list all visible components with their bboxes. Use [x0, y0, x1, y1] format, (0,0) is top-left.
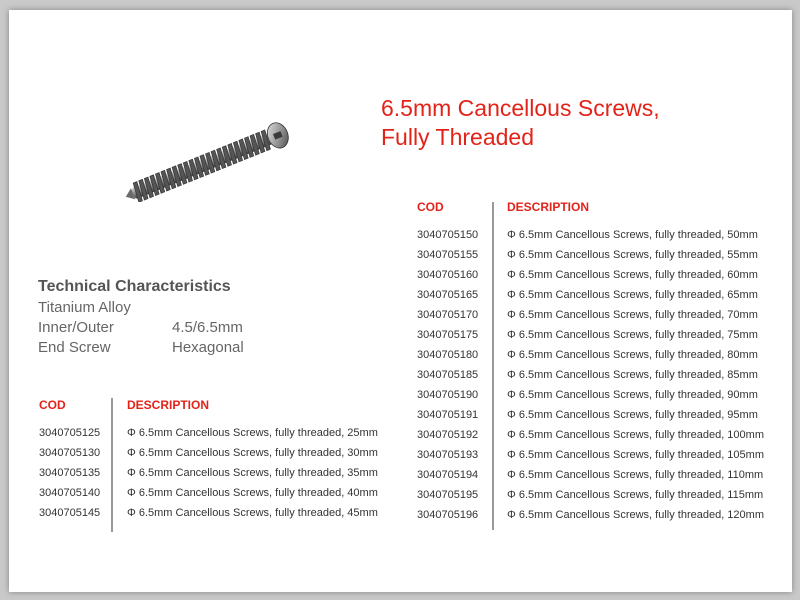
header-cod: COD [39, 398, 66, 412]
tech-key: Inner/Outer [38, 319, 114, 336]
table-row [417, 506, 797, 526]
cell-description: Φ 6.5mm Cancellous Screws, fully threaded, 105mm [507, 449, 764, 461]
cell-cod: 3040705170 [417, 309, 479, 321]
cell-description: Φ 6.5mm Cancellous Screws, fully threaded, 30mm [127, 447, 378, 459]
cell-cod: 3040705192 [417, 429, 479, 441]
cell-description: Φ 6.5mm Cancellous Screws, fully threaded, 115mm [507, 489, 764, 501]
table-row [417, 466, 797, 486]
catalog-page [9, 10, 792, 592]
table-row [417, 366, 797, 386]
cell-cod: 3040705140 [39, 487, 101, 499]
cell-description: Φ 6.5mm Cancellous Screws, fully threaded, 80mm [507, 349, 758, 361]
table-row [417, 446, 797, 466]
title-line-2: Fully Threaded [381, 124, 534, 150]
cell-description: Φ 6.5mm Cancellous Screws, fully threaded, 50mm [507, 229, 758, 241]
header-description: DESCRIPTION [127, 398, 210, 412]
table-row [417, 486, 797, 506]
product-table-small [39, 398, 419, 524]
table-row [417, 346, 797, 366]
cell-cod: 3040705130 [39, 447, 101, 459]
table-row [417, 406, 797, 426]
table-row [39, 464, 419, 484]
header-description: DESCRIPTION [507, 200, 590, 214]
table-row [417, 226, 797, 246]
technical-heading: Technical Characteristics [38, 278, 231, 295]
cell-cod: 3040705185 [417, 369, 479, 381]
cell-cod: 3040705125 [39, 427, 101, 439]
technical-characteristics [38, 278, 244, 358]
cell-cod: 3040705180 [417, 349, 479, 361]
cell-description: Φ 6.5mm Cancellous Screws, fully threaded, 75mm [507, 329, 758, 341]
table-row [417, 306, 797, 326]
cell-cod: 3040705145 [39, 507, 101, 519]
table-row [417, 266, 797, 286]
cell-description: Φ 6.5mm Cancellous Screws, fully threaded, 70mm [507, 309, 758, 321]
cell-cod: 3040705155 [417, 249, 479, 261]
cell-cod: 3040705194 [417, 469, 479, 481]
cell-cod: 3040705160 [417, 269, 479, 281]
cell-cod: 3040705195 [417, 489, 479, 501]
table-body [417, 226, 797, 526]
material-value: Titanium Alloy [38, 299, 131, 316]
cell-description: Φ 6.5mm Cancellous Screws, fully threaded, 35mm [127, 467, 378, 479]
cell-description: Φ 6.5mm Cancellous Screws, fully threaded, 90mm [507, 389, 758, 401]
tech-row-inner-outer [38, 318, 244, 338]
cell-cod: 3040705165 [417, 289, 479, 301]
table-row [417, 326, 797, 346]
cell-cod: 3040705196 [417, 509, 479, 521]
cell-cod: 3040705135 [39, 467, 101, 479]
table-row [39, 424, 419, 444]
cell-cod: 3040705193 [417, 449, 479, 461]
table-row [417, 386, 797, 406]
cell-description: Φ 6.5mm Cancellous Screws, fully threaded, 100mm [507, 429, 764, 441]
title-line-1: 6.5mm Cancellous Screws, [381, 95, 660, 121]
table-row [417, 246, 797, 266]
cell-description: Φ 6.5mm Cancellous Screws, fully threaded, 120mm [507, 509, 764, 521]
cell-description: Φ 6.5mm Cancellous Screws, fully threaded, 55mm [507, 249, 758, 261]
cell-description: Φ 6.5mm Cancellous Screws, fully threaded, 45mm [127, 507, 378, 519]
cell-description: Φ 6.5mm Cancellous Screws, fully threaded, 60mm [507, 269, 758, 281]
table-header [417, 200, 797, 220]
cell-description: Φ 6.5mm Cancellous Screws, fully threaded, 110mm [507, 469, 764, 481]
tech-value: 4.5/6.5mm [172, 319, 243, 336]
tech-key: End Screw [38, 339, 111, 356]
cell-cod: 3040705175 [417, 329, 479, 341]
cell-description: Φ 6.5mm Cancellous Screws, fully threaded, 25mm [127, 427, 378, 439]
cell-description: Φ 6.5mm Cancellous Screws, fully threaded, 95mm [507, 409, 758, 421]
cell-cod: 3040705191 [417, 409, 479, 421]
page-title [381, 94, 660, 152]
cell-cod: 3040705150 [417, 229, 479, 241]
table-row [417, 426, 797, 446]
cell-cod: 3040705190 [417, 389, 479, 401]
cell-description: Φ 6.5mm Cancellous Screws, fully threaded, 40mm [127, 487, 378, 499]
cell-description: Φ 6.5mm Cancellous Screws, fully threaded, 65mm [507, 289, 758, 301]
cancellous-screw-icon [117, 122, 307, 202]
table-row [417, 286, 797, 306]
tech-row-end-screw [38, 338, 244, 358]
table-row [39, 504, 419, 524]
table-row [39, 444, 419, 464]
table-body [39, 424, 419, 524]
product-table-large [417, 200, 797, 526]
header-cod: COD [417, 200, 444, 214]
tech-value: Hexagonal [172, 339, 244, 356]
table-row [39, 484, 419, 504]
table-header [39, 398, 419, 418]
cell-description: Φ 6.5mm Cancellous Screws, fully threaded, 85mm [507, 369, 758, 381]
